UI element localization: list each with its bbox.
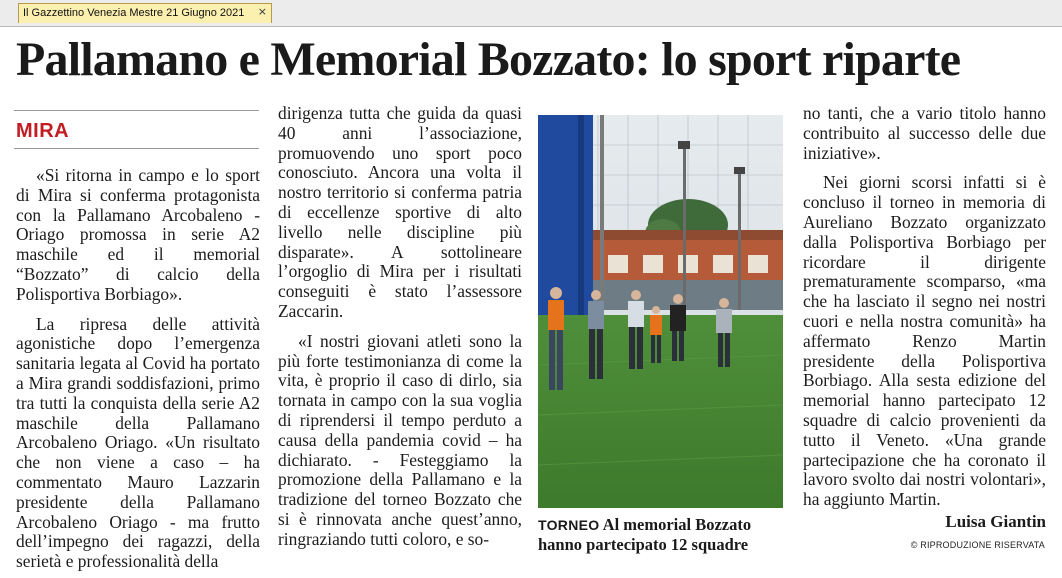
section-rule-top xyxy=(14,110,259,111)
paragraph: «I nostri giovani atleti sono la più forte testimonianza di come la vita, è proprio il caso di dirlo, sia tornata in campo con la sua voglia di riprendersi il tempo perduto a causa della pandemia covid – ha dichiarato. - Festeggiamo la promozione della Pallamano e la tradizione del torneo Bozzato che si è rinnovata anche quest’anno, ringraziando tutti coloro, e so- xyxy=(278,330,522,549)
article-column-1 xyxy=(16,166,260,572)
caption-lead: TORNEO xyxy=(538,517,600,533)
document-tab[interactable] xyxy=(18,3,272,23)
tab-bar xyxy=(0,0,1062,27)
article-column-4 xyxy=(803,104,1046,510)
section-rule-bottom xyxy=(14,148,259,149)
paragraph: no tanti, che a vario titolo hanno contribuito al successo delle due iniziative». xyxy=(803,103,1046,163)
photo-illustration xyxy=(538,115,783,508)
tournament-photo xyxy=(538,115,783,508)
headline: Pallamano e Memorial Bozzato: lo sport riparte xyxy=(16,33,961,86)
close-icon[interactable]: × xyxy=(257,5,267,18)
photo-caption xyxy=(538,515,788,555)
paragraph: La ripresa delle attività agonistiche dopo l’emergenza sanitaria legata al Covid ha portato a Mira grandi soddisfazioni, primo tra tutti la conquista della serie A2 maschile della Pallamano Arcobaleno Oriago. «Un risultato che non viene a caso – ha commentato Mauro Lazzarin presidente della Pallamano Arcobaleno Oriago - ma frutto dell’impegno dei ragazzi, della serietà e professionalità della xyxy=(16,313,260,572)
article-column-2 xyxy=(278,104,522,550)
caption-text: Al memorial Bozzato hanno partecipato 12 squadre xyxy=(538,515,752,554)
paragraph: dirigenza tutta che guida da quasi 40 anni l’associazione, promuovendo uno sport poco conosciuto. Ancora una volta il nostro territorio si conferma patria di eccellenze sportive di alto livello nelle discipline più disparate». A sottolineare l’orgoglio di Mira per i risultati conseguiti è stato l’assessore Zaccarin. xyxy=(278,103,522,321)
author-byline: Luisa Giantin xyxy=(945,512,1046,531)
paragraph: Nei giorni scorsi infatti si è concluso il torneo in memoria di Aureliano Bozzato organizzato dalla Polisportiva Borbiago per ricordare il dirigente prematuramente scomparso, «ma che ha lasciato il segno nei nostri cuori e nella nostra comunità» ha affermato Renzo Martin presidente della Polisportiva Borbiago. Alla sesta edizione del memorial hanno partecipato 12 squadre di calcio provenienti da tutto il Veneto. «Una grande partecipazione che ha coronato il lavoro svolto dai nostri volontari», ha aggiunto Martin. xyxy=(803,172,1046,510)
tab-title: Il Gazzettino Venezia Mestre 21 Giugno 2021 xyxy=(23,7,245,19)
paragraph: «Si ritorna in campo e lo sport di Mira si conferma protagonista con la Pallamano Arcobaleno - Oriago promossa in serie A2 maschile ed il memorial “Bozzato” di calcio della Polisportiva Borbiago». xyxy=(16,165,260,304)
section-label: MIRA xyxy=(16,120,70,142)
copyright-notice: © RIPRODUZIONE RISERVATA xyxy=(910,540,1045,550)
